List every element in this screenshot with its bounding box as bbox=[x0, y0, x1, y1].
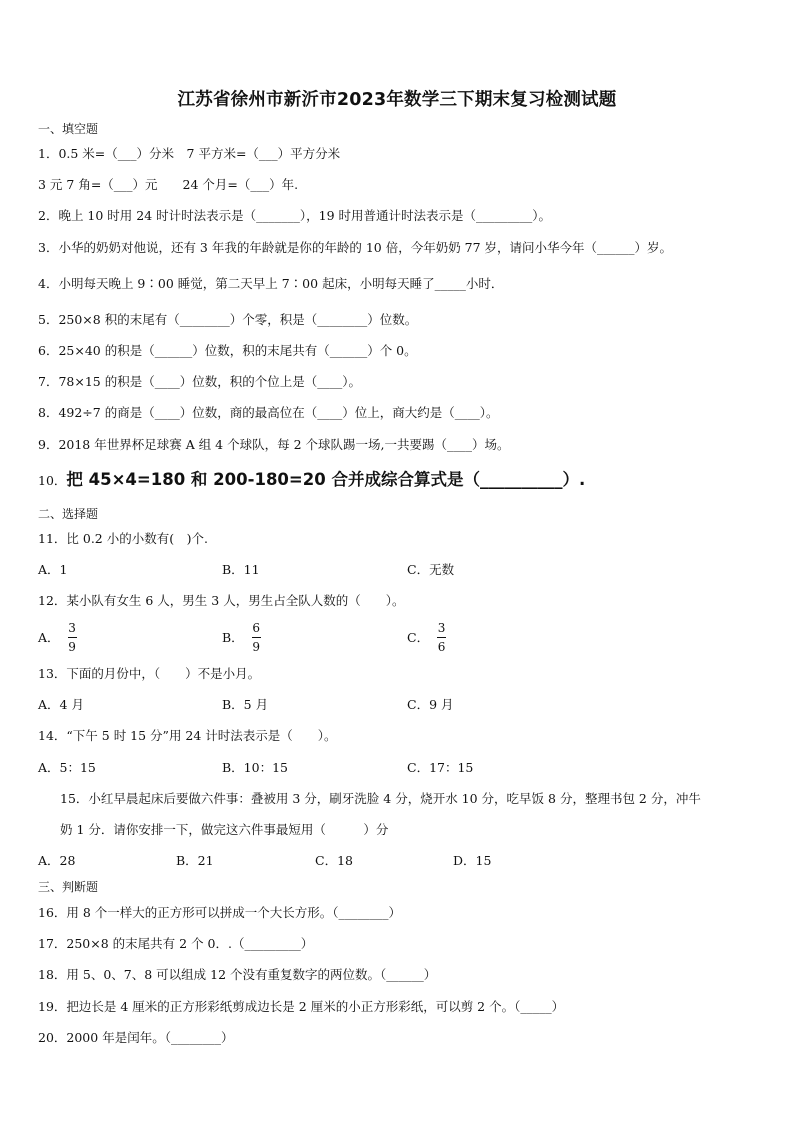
fraction-bar bbox=[68, 637, 77, 638]
q14-option-b: B．10：15 bbox=[222, 760, 288, 775]
q14-option-c: C．17：15 bbox=[407, 760, 474, 775]
q15-option-d: D．15 bbox=[453, 853, 492, 868]
fraction-numerator: 3 bbox=[437, 620, 446, 635]
q12-option-c-label: C． bbox=[407, 630, 430, 645]
page-title: 江苏省徐州市新沂市2023年数学三下期末复习检测试题 bbox=[177, 90, 617, 110]
question-15a: 15．小红早晨起床后要做六件事：叠被用 3 分，刷牙洗脸 4 分，烧开水 10 分，吃早饭 8 分，整理书包 2 分，冲牛 bbox=[60, 791, 701, 806]
fraction-bar bbox=[437, 637, 446, 638]
fraction-denominator: 9 bbox=[252, 639, 260, 654]
question-1a: 1．0.5 米=（___）分米 7 平方米=（___）平方分米 bbox=[38, 146, 341, 161]
question-17: 17．250×8 的末尾共有 2 个 0．.（_________） bbox=[38, 936, 314, 951]
question-6: 6．25×40 的积是（______）位数，积的末尾共有（______）个 0。 bbox=[38, 343, 417, 358]
fraction-denominator: 9 bbox=[68, 639, 76, 654]
section-fill-blank: 一、填空题 bbox=[38, 122, 99, 136]
question-18: 18．用 5、0、7、8 可以组成 12 个没有重复数字的两位数。（______） bbox=[38, 967, 437, 982]
section-multiple-choice: 二、选择题 bbox=[38, 507, 99, 521]
q15-option-a: A．28 bbox=[38, 853, 76, 868]
question-5: 5．250×8 积的末尾有（________）个零，积是（________）位数。 bbox=[38, 312, 418, 327]
question-19: 19．把边长是 4 厘米的正方形彩纸剪成边长是 2 厘米的小正方形彩纸，可以剪 2 个。（_____） bbox=[38, 999, 565, 1014]
question-10-number: 10． bbox=[38, 473, 67, 488]
fraction bbox=[252, 621, 261, 654]
question-1b: 3 元 7 角=（___）元 24 个月=（___）年. bbox=[38, 177, 299, 192]
q15-option-b: B．21 bbox=[176, 853, 214, 868]
question-13: 13．下面的月份中，（ ）不是小月。 bbox=[38, 666, 261, 681]
q13-option-b: B．5 月 bbox=[222, 697, 269, 712]
q11-option-b: B．11 bbox=[222, 562, 260, 577]
question-15b: 奶 1 分．请你安排一下，做完这六件事最短用（ ）分 bbox=[60, 822, 389, 837]
q11-option-c: C．无数 bbox=[407, 562, 455, 577]
fraction bbox=[437, 621, 446, 654]
fraction-numerator: 3 bbox=[68, 620, 76, 635]
question-12: 12．某小队有女生 6 人，男生 3 人，男生占全队人数的（ ）。 bbox=[38, 593, 405, 608]
question-20: 20．2000 年是闰年。（________） bbox=[38, 1030, 234, 1045]
q13-option-a: A．4 月 bbox=[38, 697, 84, 712]
question-14: 14．“下午 5 时 15 分”用 24 计时法表示是（ ）。 bbox=[38, 728, 337, 743]
question-7: 7．78×15 的积是（____）位数，积的个位上是（____）。 bbox=[38, 374, 361, 389]
q12-option-a-label: A． bbox=[38, 630, 60, 645]
q11-option-a: A．1 bbox=[38, 562, 68, 577]
question-11: 11．比 0.2 小的小数有( )个. bbox=[38, 531, 208, 546]
fraction-bar bbox=[252, 637, 261, 638]
q15-option-c: C．18 bbox=[315, 853, 353, 868]
question-10 bbox=[38, 472, 585, 489]
section-true-false: 三、判断题 bbox=[38, 880, 99, 894]
q12-option-c bbox=[407, 617, 446, 657]
fraction-numerator: 6 bbox=[252, 620, 260, 635]
q14-option-a: A．5：15 bbox=[38, 760, 96, 775]
q12-option-b-label: B． bbox=[222, 630, 244, 645]
q12-option-b bbox=[222, 617, 261, 657]
question-4: 4．小明每天晚上 9∶00 睡觉，第二天早上 7∶00 起床，小明每天睡了_____小时． bbox=[38, 276, 504, 291]
question-10-text: 把 45×4=180 和 200-180=20 合并成综合算式是（__________）. bbox=[66, 470, 586, 489]
question-8: 8．492÷7 的商是（____）位数，商的最高位在（____）位上，商大约是（____）。 bbox=[38, 405, 499, 420]
q13-option-c: C．9 月 bbox=[407, 697, 454, 712]
fraction bbox=[68, 621, 77, 654]
q12-option-a bbox=[38, 617, 77, 657]
question-9: 9．2018 年世界杯足球赛 A 组 4 个球队，每 2 个球队踢一场,一共要踢（____）场。 bbox=[38, 437, 510, 452]
question-3: 3．小华的奶奶对他说，还有 3 年我的年龄就是你的年龄的 10 倍，今年奶奶 77 岁，请问小华今年（______）岁。 bbox=[38, 240, 673, 255]
question-2: 2．晚上 10 时用 24 时计时法表示是（_______），19 时用普通计时法表示是（_________）。 bbox=[38, 208, 552, 223]
question-16: 16．用 8 个一样大的正方形可以拼成一个大长方形。（________） bbox=[38, 905, 402, 920]
fraction-denominator: 6 bbox=[437, 639, 446, 654]
